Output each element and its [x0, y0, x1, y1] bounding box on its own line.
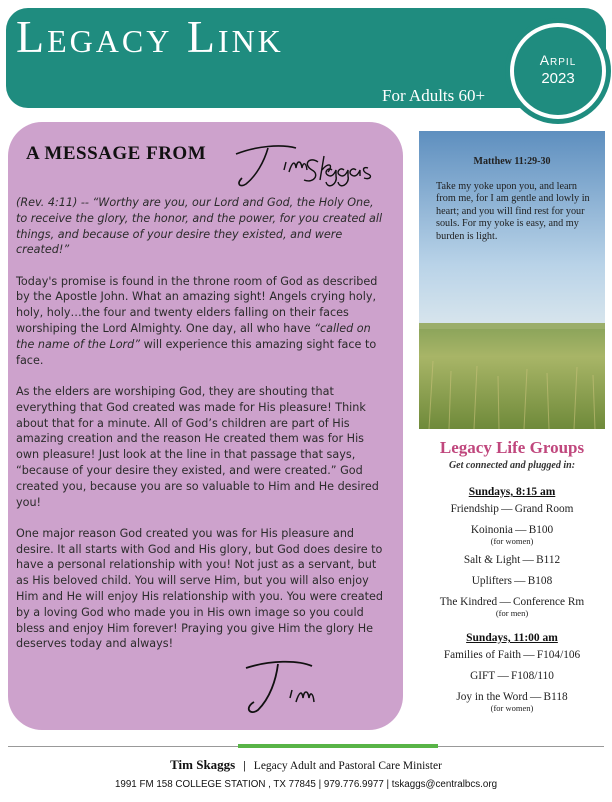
- footer-name: Tim Skaggs: [170, 757, 236, 772]
- message-paragraph: As the elders are worshiping God, they are shouting that everything that God created was made for His pleasure! Think about that for a minute. All of God’s children are part of His amazing creation and the reason He created them was for His own pleasure! Just look at the line in that passage that says, “because of your desire they existed, and were created.” God created you, because you are so valuable to Him and He desired you!: [16, 384, 379, 509]
- verse-text: Take my yoke upon you, and learn from me, for I am gentle and lowly in heart; and you will find rest for your souls. For my yoke is easy, and my burden is light.: [436, 181, 590, 242]
- session-early: [414, 486, 610, 618]
- field-sky-illustration: [419, 131, 605, 429]
- footer-separator: |: [243, 760, 246, 772]
- session-late: [414, 632, 610, 713]
- footer-role: Legacy Adult and Pastoral Care Minister: [253, 760, 442, 772]
- group-item: Uplifters — B108: [471, 575, 553, 587]
- groups-tagline: Get connected and plugged in:: [448, 460, 576, 471]
- group-item: GIFT — F108/110: [470, 670, 554, 682]
- footer-contact: 1991 FM 158 COLLEGE STATION , TX 77845 | 979.776.9977 | tskaggs@centralbcs.org: [114, 779, 498, 790]
- newsletter-title: Legacy Link: [16, 11, 284, 62]
- message-heading: A MESSAGE FROM: [26, 143, 207, 164]
- group-item: Salt & Light — B112: [463, 554, 561, 566]
- date-month: Arpil: [539, 52, 577, 68]
- group-item: Joy in the Word — B118 (for women): [414, 690, 610, 713]
- newsletter-subtitle: For Adults 60+: [382, 86, 486, 105]
- message-paragraph: (Rev. 4:11) -- “Worthy are you, our Lord and God, the Holy One, to receive the glory, the honor, and the power, for you created all things, and because of your desire they existed, and were created!”: [16, 196, 383, 257]
- signature-bottom: [240, 656, 350, 718]
- date-year: 2023: [541, 70, 575, 87]
- signature-top: [226, 132, 396, 192]
- session-time: Sundays, 8:15 am: [468, 486, 556, 498]
- verse-photo: [419, 131, 605, 429]
- verse-reference: Matthew 11:29-30: [473, 156, 551, 167]
- message-paragraph: Today's promise is found in the throne room of God as described by the Apostle John. What an amazing sight! Angels crying holy, holy, holy…the four and twenty elders falling on their faces worshiping the Lord Almighty. One day, all who have “called on the name of the Lord” will experience this amazing sight face to face.: [16, 274, 378, 367]
- group-item: Friendship — Grand Room: [450, 503, 574, 515]
- message-body: [16, 195, 388, 668]
- group-item: The Kindred — Conference Rm (for men): [414, 595, 610, 618]
- group-note: (for women): [490, 536, 534, 546]
- group-item: Koinonia — B100 (for women): [414, 523, 610, 546]
- message-panel: [8, 122, 403, 730]
- group-note: (for women): [490, 703, 534, 713]
- group-item: Families of Faith — F104/106: [443, 649, 581, 661]
- footer-accent-bar: [238, 744, 438, 748]
- session-time: Sundays, 11:00 am: [466, 632, 558, 644]
- date-badge: [510, 23, 606, 119]
- message-paragraph: One major reason God created you was for His pleasure and desire. It all starts with God and His glory, but God does desire to have a personal relationship with you! Not just as a servant, but as His beloved child. You will serve Him, but you will also enjoy Him and He will enjoy His relationship with you. You were created by a loving God who made you in His own image so you could bless and enjoy Him forever! Praying you give Him the glory He deserves today and always!: [16, 526, 384, 651]
- group-note: (for men): [495, 608, 529, 618]
- life-groups: [414, 438, 610, 720]
- groups-title: Legacy Life Groups: [439, 438, 585, 457]
- footer-name-line: [0, 757, 612, 773]
